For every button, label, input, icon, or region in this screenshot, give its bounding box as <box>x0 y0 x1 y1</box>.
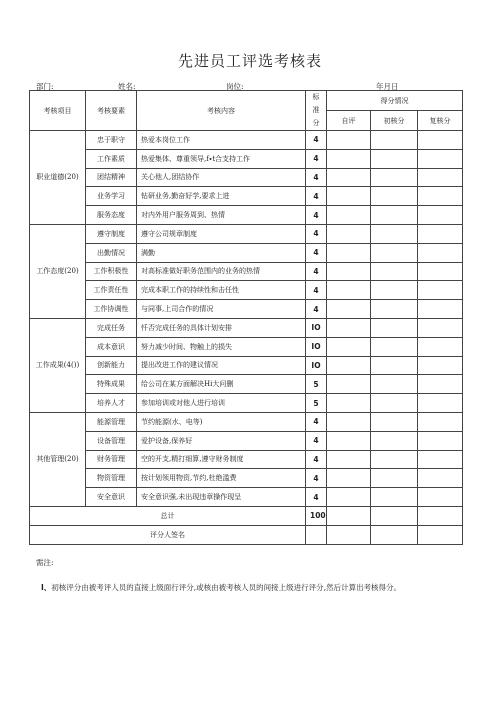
content-cell: 满勤 <box>137 243 306 262</box>
standard-score-cell: IO <box>306 318 327 337</box>
table-row <box>30 488 463 507</box>
self-score-cell <box>327 356 371 375</box>
first-review-cell <box>371 394 418 413</box>
second-review-cell <box>418 318 463 337</box>
group-name: 其他管理(20) <box>30 412 86 506</box>
standard-score-cell: 4 <box>306 149 327 168</box>
content-cell: 空的开支,精打细算,遵守财务制度 <box>137 450 306 469</box>
element-cell: 工作责任性 <box>86 281 137 300</box>
standard-score-cell: 5 <box>306 375 327 394</box>
total-row <box>30 506 463 525</box>
standard-score-cell: 4 <box>306 243 327 262</box>
note-lead: I、 <box>41 583 52 592</box>
content-cell: 安全意识强,未出现违章操作现呈 <box>137 488 306 507</box>
table-row <box>30 394 463 413</box>
standard-score-cell: 4 <box>306 262 327 281</box>
standard-score-cell: 4 <box>306 431 327 450</box>
table-row <box>30 224 463 243</box>
first-review-cell <box>371 318 418 337</box>
second-review-cell <box>418 469 463 488</box>
second-review-cell <box>418 243 463 262</box>
second-review-cell <box>418 187 463 206</box>
element-cell: 业务学习 <box>86 187 137 206</box>
self-score-cell <box>327 262 371 281</box>
second-review-cell <box>418 337 463 356</box>
element-cell: 服务态度 <box>86 206 137 225</box>
total-review-cell <box>418 506 463 525</box>
second-review-cell <box>418 206 463 225</box>
element-cell: 工作协调性 <box>86 300 137 319</box>
name-label: 姓名: <box>118 82 136 91</box>
table-row <box>30 450 463 469</box>
self-score-cell <box>327 149 371 168</box>
second-review-cell <box>418 131 463 150</box>
second-review-cell <box>418 300 463 319</box>
table-row <box>30 281 463 300</box>
content-cell: 完成本职工作的持续性和击任性 <box>137 281 306 300</box>
header-first-review: 初核分 <box>371 111 418 131</box>
first-review-cell <box>371 412 418 431</box>
element-cell: 设备管理 <box>86 431 137 450</box>
signature-first-cell <box>371 525 418 544</box>
content-cell: 给公司在某方面解决Hi大问删 <box>137 375 306 394</box>
header-standard-score <box>306 91 327 131</box>
table-row <box>30 243 463 262</box>
element-cell: 成本意识 <box>86 337 137 356</box>
first-review-cell <box>371 281 418 300</box>
header-std-2: 准 <box>312 106 320 114</box>
content-cell: 与同事,上司合作的情况 <box>137 300 306 319</box>
table-row <box>30 337 463 356</box>
content-cell: 努力减少时间、物触上的损失 <box>137 337 306 356</box>
header-scoring: 得分情况 <box>327 91 463 111</box>
table-row <box>30 318 463 337</box>
self-score-cell <box>327 488 371 507</box>
standard-score-cell: 4 <box>306 450 327 469</box>
standard-score-cell: 4 <box>306 168 327 187</box>
content-cell: 提出改进工作的建议情况 <box>137 356 306 375</box>
group-name: 工作态度(20) <box>30 224 86 318</box>
self-score-cell <box>327 243 371 262</box>
note-item <box>41 577 436 599</box>
standard-score-cell: 4 <box>306 412 327 431</box>
standard-score-cell: 5 <box>306 394 327 413</box>
self-score-cell <box>327 131 371 150</box>
element-cell: 财务管理 <box>86 450 137 469</box>
evaluation-table <box>29 90 463 545</box>
self-score-cell <box>327 318 371 337</box>
first-review-cell <box>371 206 418 225</box>
element-cell: 创新能力 <box>86 356 137 375</box>
dept-label: 部门: <box>36 82 54 91</box>
standard-score-cell: IO <box>306 356 327 375</box>
element-cell: 特殊成果 <box>86 375 137 394</box>
header-self-score: 自评 <box>327 111 371 131</box>
date-label: 年月日 <box>376 82 399 91</box>
first-review-cell <box>371 243 418 262</box>
self-score-cell <box>327 168 371 187</box>
group-name: 工作成果(4()) <box>30 318 86 412</box>
signature-label: 评分人签名 <box>30 525 306 544</box>
second-review-cell <box>418 281 463 300</box>
table-row <box>30 149 463 168</box>
second-review-cell <box>418 262 463 281</box>
element-cell: 安全意识 <box>86 488 137 507</box>
table-row <box>30 262 463 281</box>
standard-score-cell: 4 <box>306 281 327 300</box>
header-item: 考核项目 <box>30 91 86 131</box>
note-text: 初核评分由被考评人员的直接上级面行评分,或核由被考核人员的间接上级进行评分,然后计算出考核得分。 <box>51 583 402 592</box>
self-score-cell <box>327 300 371 319</box>
content-cell: 关心他人,团结协作 <box>137 168 306 187</box>
header-second-review: 复核分 <box>418 111 463 131</box>
content-cell: 热爱本岗位工作 <box>137 131 306 150</box>
self-score-cell <box>327 450 371 469</box>
second-review-cell <box>418 375 463 394</box>
second-review-cell <box>418 412 463 431</box>
content-cell: 参加培训或对他人进行培训 <box>137 394 306 413</box>
content-cell: 按计划领用物资,节约,杜绝滥费 <box>137 469 306 488</box>
standard-score-cell: IO <box>306 337 327 356</box>
first-review-cell <box>371 337 418 356</box>
second-review-cell <box>418 394 463 413</box>
signature-review-cell <box>418 525 463 544</box>
total-label: 总计 <box>30 506 306 525</box>
content-cell: 遵守公司规章制度 <box>137 224 306 243</box>
content-cell: 爱护设备,保养好 <box>137 431 306 450</box>
page-title: 先进员工评选考核表 <box>177 52 322 70</box>
table-row <box>30 300 463 319</box>
content-cell: 对内外用户服务周到、热情 <box>137 206 306 225</box>
second-review-cell <box>418 168 463 187</box>
self-score-cell <box>327 375 371 394</box>
standard-score-cell: 4 <box>306 488 327 507</box>
standard-score-cell: 4 <box>306 206 327 225</box>
self-score-cell <box>327 469 371 488</box>
second-review-cell <box>418 450 463 469</box>
header-content: 考核内容 <box>137 91 306 131</box>
content-cell: 对高标准做好职务范围内的业务的热情 <box>137 262 306 281</box>
element-cell: 能源管理 <box>86 412 137 431</box>
self-score-cell <box>327 224 371 243</box>
table-row <box>30 168 463 187</box>
first-review-cell <box>371 131 418 150</box>
signature-std-cell <box>306 525 327 544</box>
element-cell: 物资管理 <box>86 469 137 488</box>
element-cell: 完成任务 <box>86 318 137 337</box>
content-cell: 热爱集体、尊重领导,f∙t合支持工作 <box>137 149 306 168</box>
element-cell: 工作积极性 <box>86 262 137 281</box>
table-row <box>30 131 463 150</box>
self-score-cell <box>327 412 371 431</box>
element-cell: 培养人才 <box>86 394 137 413</box>
first-review-cell <box>371 450 418 469</box>
standard-score-cell: 4 <box>306 224 327 243</box>
first-review-cell <box>371 469 418 488</box>
table-row <box>30 431 463 450</box>
header-element: 考核要素 <box>86 91 137 131</box>
total-self-cell <box>327 506 371 525</box>
table-row <box>30 187 463 206</box>
first-review-cell <box>371 488 418 507</box>
second-review-cell <box>418 431 463 450</box>
table-row <box>30 206 463 225</box>
total-score: 100 <box>306 506 327 525</box>
second-review-cell <box>418 149 463 168</box>
self-score-cell <box>327 187 371 206</box>
element-cell: 工作素质 <box>86 149 137 168</box>
signature-row <box>30 525 463 544</box>
header-std-3: 分 <box>312 119 320 127</box>
first-review-cell <box>371 187 418 206</box>
first-review-cell <box>371 300 418 319</box>
element-cell: 出勤情况 <box>86 243 137 262</box>
post-label: 岗位: <box>226 82 244 91</box>
standard-score-cell: 4 <box>306 300 327 319</box>
table-row <box>30 412 463 431</box>
table-row <box>30 375 463 394</box>
self-score-cell <box>327 281 371 300</box>
self-score-cell <box>327 431 371 450</box>
element-cell: 团结精神 <box>86 168 137 187</box>
self-score-cell <box>327 337 371 356</box>
signature-self-cell <box>327 525 371 544</box>
first-review-cell <box>371 356 418 375</box>
first-review-cell <box>371 262 418 281</box>
content-cell: 忏否完成任务的具体计划安排 <box>137 318 306 337</box>
group-name: 职业道德(20) <box>30 131 86 225</box>
standard-score-cell: 4 <box>306 131 327 150</box>
first-review-cell <box>371 375 418 394</box>
header-std-1: 标 <box>312 93 320 101</box>
first-review-cell <box>371 224 418 243</box>
table-row <box>30 356 463 375</box>
second-review-cell <box>418 356 463 375</box>
notes-label: 需注: <box>36 558 54 567</box>
second-review-cell <box>418 224 463 243</box>
second-review-cell <box>418 488 463 507</box>
element-cell: 遵守制度 <box>86 224 137 243</box>
content-cell: 钻研业务,勤奋好学,要求上进 <box>137 187 306 206</box>
first-review-cell <box>371 168 418 187</box>
self-score-cell <box>327 206 371 225</box>
table-row <box>30 469 463 488</box>
standard-score-cell: 4 <box>306 469 327 488</box>
standard-score-cell: 4 <box>306 187 327 206</box>
content-cell: 节约能源(水、电等) <box>137 412 306 431</box>
self-score-cell <box>327 394 371 413</box>
element-cell: 忠于职守 <box>86 131 137 150</box>
first-review-cell <box>371 431 418 450</box>
total-first-cell <box>371 506 418 525</box>
first-review-cell <box>371 149 418 168</box>
